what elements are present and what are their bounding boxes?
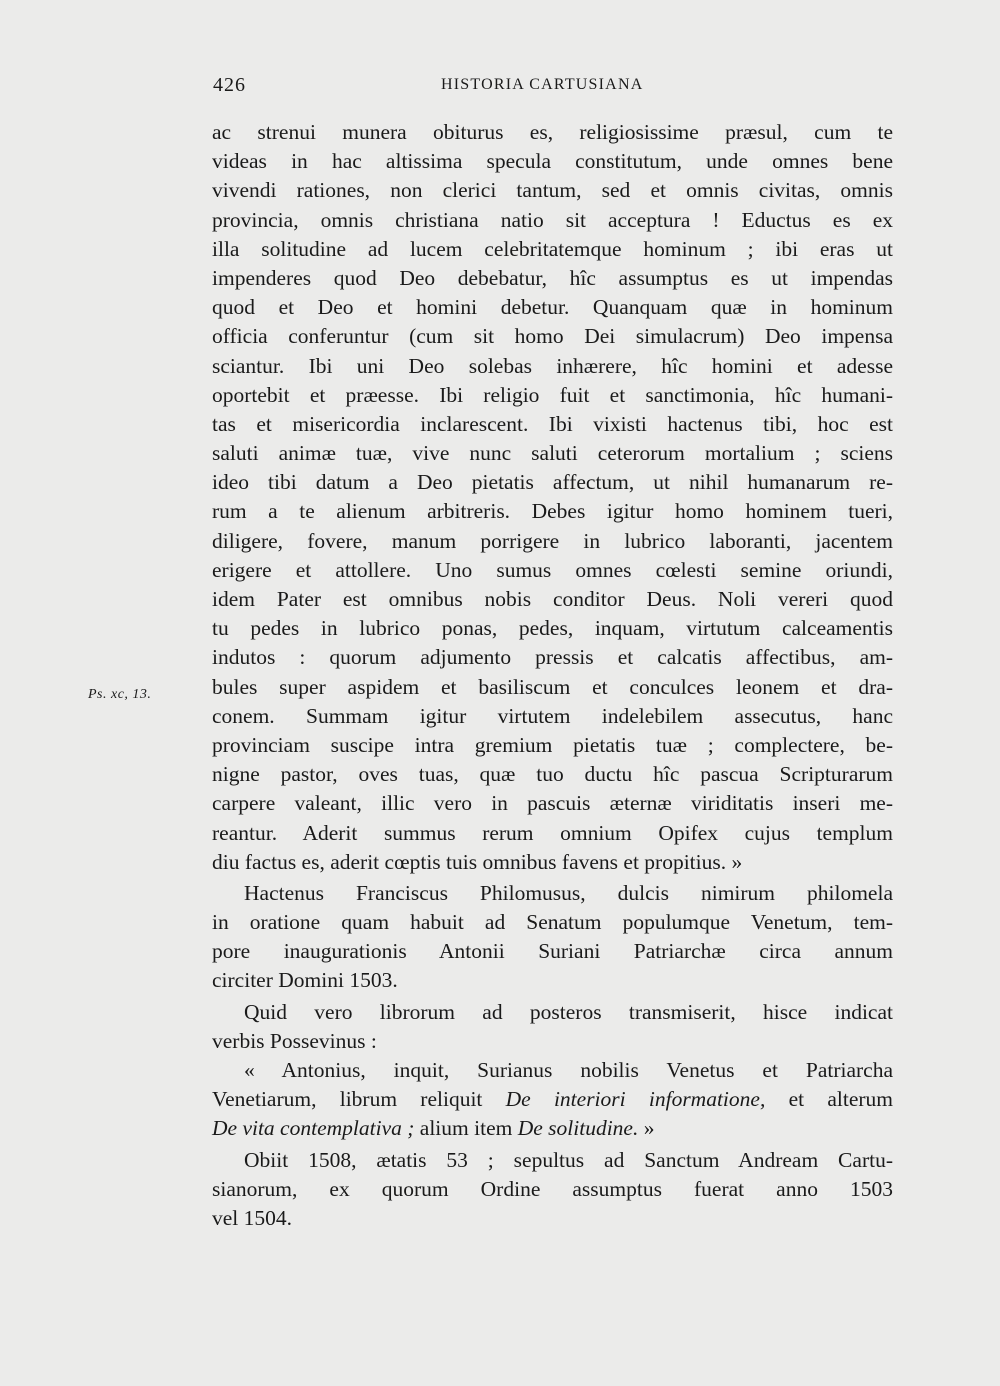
text-line: « Antonius, inquit, Surianus nobilis Venetus et Patriarcha xyxy=(244,1058,893,1082)
text-line: diligere, fovere, manum porrigere in lubrico laboranti, jacentem xyxy=(212,528,893,553)
text-line: quod et Deo et homini debetur. Quanquam quæ in hominum xyxy=(212,295,893,320)
body-text xyxy=(212,118,893,1233)
text-line: idem Pater est omnibus nobis conditor Deus. Noli vereri quod xyxy=(212,587,893,611)
paragraph-possevinus xyxy=(212,998,893,1056)
text-line: Quid vero librorum ad posteros transmiserit, hisce indicat xyxy=(244,999,893,1024)
text-line: saluti animæ tuæ, vive nunc saluti ceterorum mortalium ; sciens xyxy=(212,441,893,466)
text-line: erigere et attollere. Uno sumus omnes cœlesti semine oriundi, xyxy=(212,557,893,582)
text-line: indutos : quorum adjumento pressis et calcatis affectibus, am- xyxy=(212,645,893,670)
text-line: pore inaugurationis Antonii Suriani Patriarchæ circa annum xyxy=(212,939,893,964)
text-line: circiter Domini 1503. xyxy=(212,968,398,993)
margin-note-psalm: Ps. xc, 13. xyxy=(88,687,152,702)
text-line: provincia, omnis christiana natio sit acceptura ! Eductus es ex xyxy=(212,207,893,232)
text-segment: » xyxy=(638,1116,655,1141)
running-head xyxy=(213,74,893,100)
book-title: De vita contemplativa ; xyxy=(212,1116,415,1141)
running-title: HISTORIA CARTUSIANA xyxy=(441,76,644,93)
book-title: De interiori informatione, xyxy=(505,1087,766,1112)
text-line: sianorum, ex quorum Ordine assumptus fuerat anno 1503 xyxy=(212,1176,893,1201)
text-line: reantur. Aderit summus rerum omnium Opifex cujus templum xyxy=(212,820,893,845)
text-line: ac strenui munera obiturus es, religiosissime præsul, cum te xyxy=(212,120,893,144)
text-line: rum a te alienum arbitreris. Debes igitur homo hominem tueri, xyxy=(212,499,893,524)
text-line: impenderes quod Deo debebatur, hîc assumptus es ut impendas xyxy=(212,265,893,290)
text-line: nigne pastor, oves tuas, quæ tuo ductu hîc pascua Scripturarum xyxy=(212,762,893,787)
paragraph-quotation xyxy=(212,1056,893,1144)
text-line: conem. Summam igitur virtutem indelebilem assecutus, hanc xyxy=(212,703,893,728)
text-line: oportebit et præesse. Ibi religio fuit et sanctimonia, hîc humani- xyxy=(212,382,893,407)
text-line: sciantur. Ibi uni Deo solebas inhærere, hîc homini et adesse xyxy=(212,353,893,378)
book-title: De solitudine. xyxy=(517,1116,639,1141)
text-line: carpere valeant, illic vero in pascuis æternæ viriditatis inseri me- xyxy=(212,791,893,816)
text-line: provinciam suscipe intra gremium pietatis tuæ ; complectere, be- xyxy=(212,732,893,757)
text-line: in oratione quam habuit ad Senatum populumque Venetum, tem- xyxy=(212,910,893,935)
text-line xyxy=(212,1114,893,1143)
text-line: diu factus es, aderit cœptis tuis omnibus favens et propitius. » xyxy=(212,849,743,874)
text-line: tas et misericordia inclarescent. Ibi vixisti hactenus tibi, hoc est xyxy=(212,411,893,436)
text-segment: et alterum xyxy=(765,1087,893,1112)
text-line xyxy=(212,1085,893,1114)
text-line: verbis Possevinus : xyxy=(212,1028,377,1053)
text-line: ideo tibi datum a Deo pietatis affectum, ut nihil humanarum re- xyxy=(212,470,893,495)
text-line: vivendi rationes, non clerici tantum, sed et omnis civitas, omnis xyxy=(212,178,893,203)
text-line: illa solitudine ad lucem celebritatemque hominum ; ibi eras ut xyxy=(212,236,893,261)
text-line: vel 1504. xyxy=(212,1205,293,1230)
paragraph-speech xyxy=(212,118,893,877)
paragraph-obiit xyxy=(212,1146,893,1234)
text-line: videas in hac altissima specula constitutum, unde omnes bene xyxy=(212,149,893,174)
text-line: Hactenus Franciscus Philomusus, dulcis nimirum philomela xyxy=(244,880,893,905)
text-line: bules super aspidem et basiliscum et conculces leonem et dra- xyxy=(212,674,893,699)
text-line: tu pedes in lubrico ponas, pedes, inquam, virtutum calceamentis xyxy=(212,616,893,641)
text-segment: Venetiarum, librum reliquit xyxy=(212,1087,506,1112)
paragraph-philomusus xyxy=(212,879,893,996)
page-number: 426 xyxy=(213,74,246,96)
text-line: officia conferuntur (cum sit homo Dei simulacrum) Deo impensa xyxy=(212,324,893,349)
text-segment: alium item xyxy=(414,1116,518,1141)
text-line: Obiit 1508, ætatis 53 ; sepultus ad Sanctum Andream Cartu- xyxy=(244,1147,893,1172)
